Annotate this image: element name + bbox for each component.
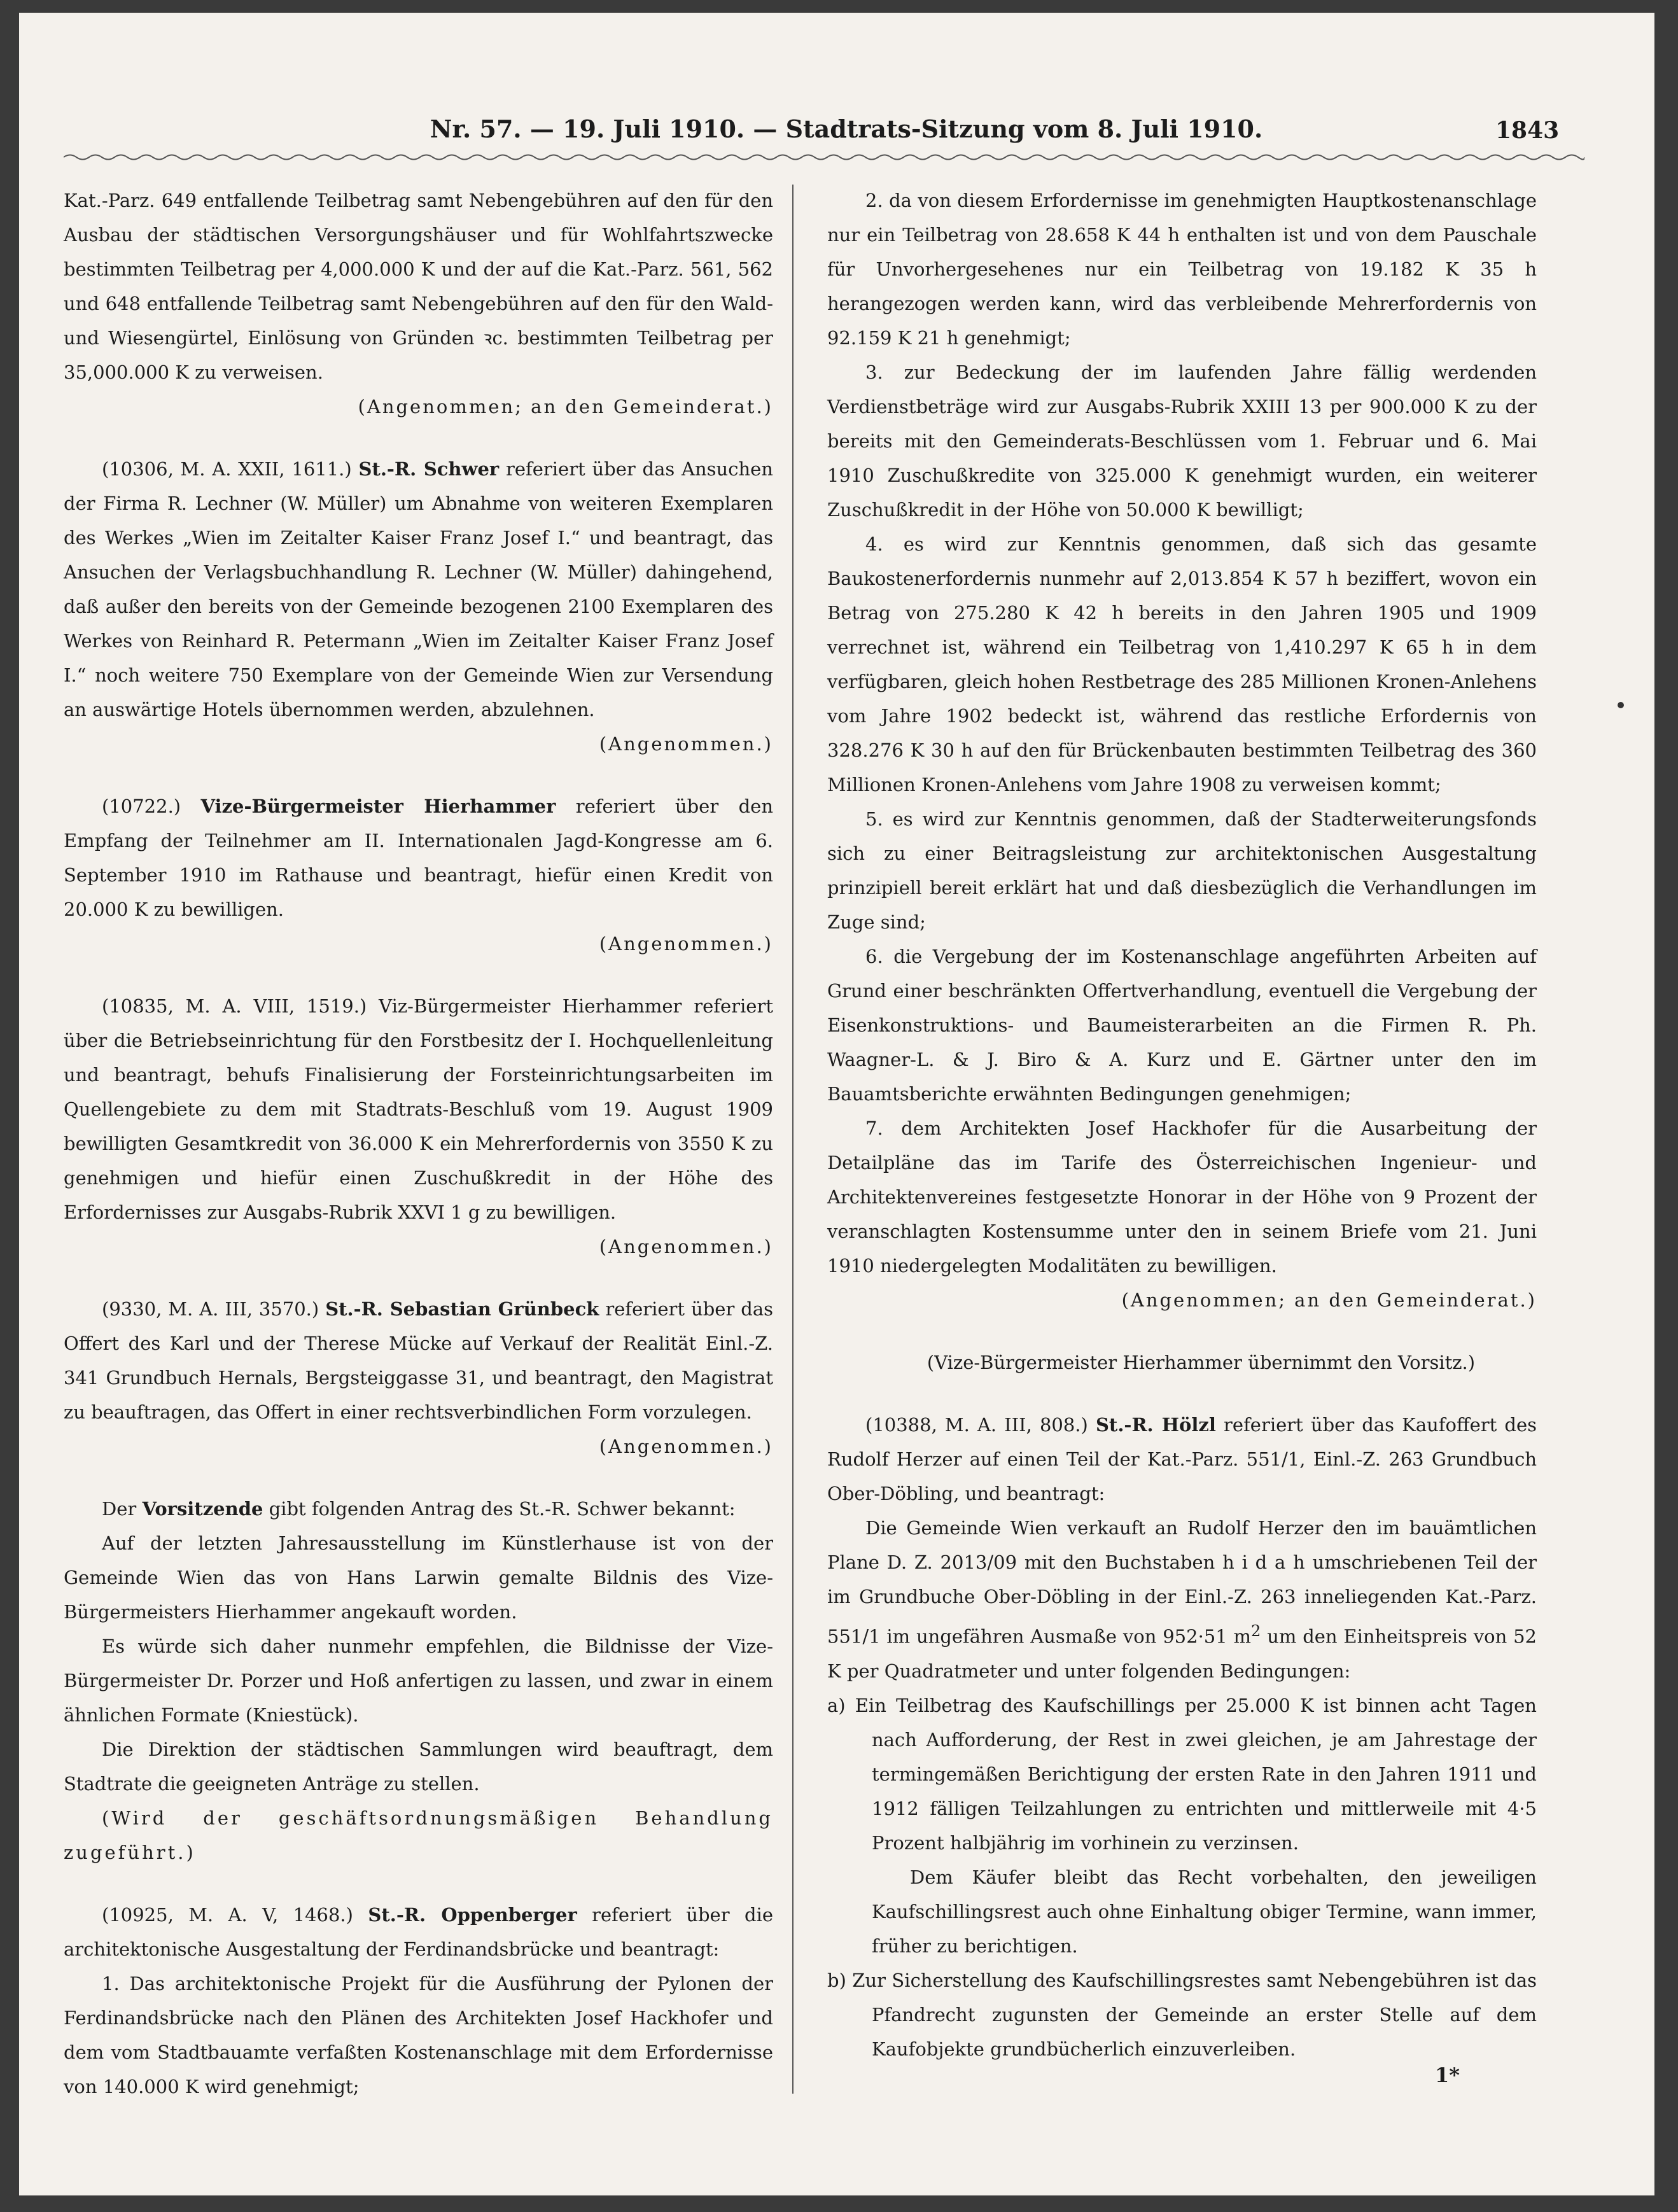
paragraph-text: referiert über den Empfang der Teilnehmer am II. Internationalen Jagd-Kongresse am 6. September 1910 im Rathause und beantragt, hiefür einen Kredit von 20.000 K zu bewilligen. — [64, 795, 773, 920]
paragraph-text: Die Gemeinde Wien verkauft an Rudolf Herzer den im bauämtlichen Plane D. Z. 2013/09 mit den Buchstaben h i d a h umschriebenen Teil der im Grundbuche Ober-Döbling in der Einl.-Z. 263 inneliegenden Kat.-Parz. 551/1 im ungefähren Ausmaße von 952·51 m — [827, 1517, 1537, 1648]
numbered-item: 2. da von diesem Erfordernisse im genehmigten Hauptkostenanschlage nur ein Teilbetrag von 28.658 K 44 h enthalten ist und von dem Pauschale für Unvorhergesehenes nur ein Teilbetrag von 19.182 K 35 h herangezogen werden kann, wird das verbleibende Mehrerfordernis von 92.159 K 21 h genehmigt; — [827, 190, 1537, 349]
sale-terms — [827, 1511, 1537, 1688]
file-reference: (10722.) — [102, 795, 181, 817]
agenda-item — [64, 1898, 773, 1966]
file-reference: (9330, M. A. III, 3570.) — [102, 1298, 319, 1320]
speaker-name: Vize-Bürgermeister Hierhammer — [200, 795, 556, 817]
file-reference: (10925, M. A. V, 1468.) — [102, 1904, 353, 1926]
column-divider — [792, 185, 794, 2094]
page-header — [19, 115, 1654, 153]
left-column — [64, 183, 773, 2104]
intro-text: Der — [102, 1498, 137, 1520]
resolution-stamp: (Angenommen; an den Gemeinderat.) — [358, 396, 773, 417]
paragraph-continuation — [64, 183, 773, 424]
paragraph-text: referiert über das Ansuchen der Firma R. Lechner (W. Müller) um Abnahme von weiteren Exemplaren des Werkes „Wien im Zeitalter Kaiser Franz Josef I.“ und beantragt, das Ansuchen der Verlagsbuchhandlung R. Lechner (W. Müller) dahingehend, daß außer den bereits von der Gemeinde bezogenen 2100 Exemplaren des Werkes von Reinhard R. Petermann „Wien im Zeitalter Kaiser Franz Josef I.“ noch weitere 750 Exemplare von der Gemeinde Wien zur Versendung an auswärtige Hotels übernommen werden, abzulehnen. — [64, 458, 773, 720]
intro-text: gibt folgenden Antrag des St.-R. Schwer bekannt: — [269, 1498, 736, 1520]
paragraph-text: referiert über das Offert des Karl und der Therese Mücke auf Verkauf der Realität Einl.-Z. 341 Grundbuch Hernals, Bergsteiggasse 31, und beantragt, den Magistrat zu beauftragen, das Offert in einer rechtsverbindlichen Form vorzulegen. — [64, 1298, 774, 1423]
header-rule — [64, 153, 1584, 162]
condition-a: a) Ein Teilbetrag des Kaufschillings per 25.000 K ist binnen acht Tagen nach Aufforderung, der Rest in zwei gleichen, je am Jahrestage der termingemäßen Berichtigung der ersten Rate in den Jahren 1911 und 1912 fälligen Teilzahlungen zu entrichten und mittlerweile mit 4·5 Prozent halbjährig im vorhinein zu verzinsen. — [827, 1694, 1537, 1854]
agenda-item — [64, 452, 773, 761]
document-page — [19, 13, 1654, 2195]
numbered-item: 7. dem Architekten Josef Hackhofer für die Ausarbeitung der Detailpläne das im Tarife des Österreichischen Ingenieur- und Architektenvereines festgesetzte Honorar in der Höhe von 9 Prozent der veranschlagten Kostensumme unter den in seinem Briefe vom 21. Juni 1910 niedergelegten Modalitäten zu bewilligen. — [827, 1117, 1537, 1277]
header-title: Nr. 57. — 19. Juli 1910. — Stadtrats-Sitzung vom 8. Juli 1910. — [430, 115, 1263, 143]
signature-mark: 1* — [1435, 2063, 1460, 2087]
agenda-item — [64, 789, 773, 961]
agenda-item — [64, 1292, 773, 1464]
paragraph-text: um den Einheitspreis von 52 K per Quadratmeter und unter folgenden Bedingungen: — [827, 1625, 1537, 1682]
speaker-name: St.-R. Hölzl — [1095, 1414, 1216, 1436]
superscript: 2 — [1251, 1622, 1261, 1640]
file-reference: (10388, M. A. III, 808.) — [865, 1414, 1088, 1436]
motion-sentence: Die Direktion der städtischen Sammlungen wird beauftragt, dem Stadtrate die geeigneten Anträge zu stellen. — [64, 1739, 773, 1795]
agenda-item — [64, 1492, 773, 1526]
resolution-stamp: (Wird der geschäftsordnungsmäßigen Behandlung zugeführt.) — [64, 1807, 773, 1863]
speaker-name: St.-R. Oppenberger — [368, 1904, 577, 1926]
motion-sentence: Auf der letzten Jahresausstellung im Künstlerhause ist von der Gemeinde Wien das von Hans Larwin gemalte Bildnis des Vize-Bürgermeisters Hierhammer angekauft worden. — [64, 1532, 773, 1623]
margin-dot — [1618, 702, 1624, 708]
chair-note: (Vize-Bürgermeister Hierhammer übernimmt den Vorsitz.) — [926, 1352, 1476, 1373]
speaker-name: Vorsitzende — [142, 1498, 263, 1520]
condition-b: b) Zur Sicherstellung des Kaufschillingsrestes samt Nebengebühren ist das Pfandrecht zugunsten der Gemeinde an erster Stelle auf dem Kaufobjekte grundbücherlich einzuverleiben. — [827, 1969, 1537, 2060]
resolution-stamp: (Angenommen.) — [599, 1236, 773, 1257]
paragraph-text: referiert über die Betriebseinrichtung für den Forstbesitz der I. Hochquellenleitung und beantragt, behufs Finalisierung der Forsteinrichtungsarbeiten im Quellengebiete zu dem mit Stadtrats-Beschluß vom 19. August 1909 bewilligten Gesamtkredit von 36.000 K ein Mehrerfordernis von 3550 K zu genehmigen und hiefür einen Zuschußkredit in der Höhe des Erfordernisses zur Ausgabs-Rubrik XXVI 1 g zu bewilligen. — [64, 995, 773, 1223]
condition-a-note: Dem Käufer bleibt das Recht vorbehalten, den jeweiligen Kaufschillingsrest auch ohne Einhaltung obiger Termine, wann immer, früher zu berichtigen. — [872, 1866, 1537, 1957]
resolution-stamp: (Angenommen.) — [599, 733, 773, 755]
resolution-stamp: (Angenommen.) — [599, 933, 773, 955]
motion-sentence: Es würde sich daher nunmehr empfehlen, die Bildnisse der Vize-Bürgermeister Dr. Porzer und Hoß anfertigen zu lassen, und zwar in einem ähnlichen Formate (Kniestück). — [64, 1635, 773, 1726]
page-number: 1843 — [1495, 117, 1560, 144]
resolution-stamp: (Angenommen.) — [599, 1436, 773, 1457]
right-column — [827, 183, 1537, 2066]
agenda-item — [64, 989, 773, 1264]
numbered-item: 6. die Vergebung der im Kostenanschlage angeführten Arbeiten auf Grund einer beschränkten Offertverhandlung, eventuell die Vergebung der Eisenkonstruktions- und Baumeisterarbeiten an die Firmen R. Ph. Waagner-L. & J. Biro & A. Kurz und E. Gärtner unter den im Bauamtsberichte erwähnten Bedingungen genehmigen; — [827, 946, 1537, 1105]
paragraph-text: referiert über das Kaufoffert des Rudolf Herzer auf einen Teil der Kat.-Parz. 551/1, Einl.-Z. 263 Grundbuch Ober-Döbling, und beantragt: — [827, 1414, 1537, 1504]
paragraph-text: Kat.-Parz. 649 entfallende Teilbetrag samt Nebengebühren auf den für den Ausbau der städtischen Versorgungshäuser und für Wohlfahrtszwecke bestimmten Teilbetrag per 4,000.000 K und der auf die Kat.-Parz. 561, 562 und 648 entfallende Teilbetrag samt Nebengebühren auf den für den Wald- und Wiesengürtel, Einlösung von Gründen ꝛc. bestimmten Teilbetrag per 35,000.000 K zu verweisen. — [64, 190, 773, 383]
numbered-item: 3. zur Bedeckung der im laufenden Jahre fällig werdenden Verdienstbeträge wird zur Ausgabs-Rubrik XXIII 13 per 900.000 K zu der bereits mit den Gemeinderats-Beschlüssen vom 1. Februar und 6. Mai 1910 Zuschußkredite von 325.000 K genehmigt wurden, ein weiterer Zuschußkredit in der Höhe von 50.000 K bewilligt; — [827, 361, 1537, 521]
speaker-name: St.-R. Sebastian Grünbeck — [325, 1298, 599, 1320]
speaker-name: St.-R. Schwer — [358, 458, 500, 480]
paragraph-text: referiert über die architektonische Ausgestaltung der Ferdinandsbrücke und beantragt: — [64, 1904, 773, 1960]
agenda-item — [827, 1408, 1537, 1511]
file-reference: (10306, M. A. XXII, 1611.) — [102, 458, 352, 480]
resolution-stamp: (Angenommen; an den Gemeinderat.) — [1121, 1289, 1537, 1311]
file-reference: (10835, M. A. VIII, 1519.) — [102, 995, 367, 1017]
speaker-name: Viz-Bürgermeister Hierhammer — [379, 995, 682, 1017]
numbered-item: 4. es wird zur Kenntnis genommen, daß sich das gesamte Baukostenerfordernis nunmehr auf 2,013.854 K 57 h beziffert, wovon ein Betrag von 275.280 K 42 h bereits in den Jahren 1905 und 1909 verrechnet ist, während ein Teilbetrag von 1,410.297 K 65 h in dem verfügbaren, gleich hohen Restbetrage des 285 Millionen Kronen-Anlehens vom Jahre 1902 bedeckt ist, während das restliche Erfordernis von 328.276 K 30 h auf den für Brückenbauten bestimmten Teilbetrag des 360 Millionen Kronen-Anlehens vom Jahre 1908 zu verweisen kommt; — [827, 533, 1537, 795]
numbered-item: 5. es wird zur Kenntnis genommen, daß der Stadterweiterungsfonds sich zu einer Beitragsleistung zur architektonischen Ausgestaltung prinzipiell bereit erklärt hat und daß diesbezüglich die Verhandlungen im Zuge sind; — [827, 808, 1537, 933]
numbered-item: 1. Das architektonische Projekt für die Ausführung der Pylonen der Ferdinandsbrücke nach den Plänen des Architekten Josef Hackhofer und dem vom Stadtbauamte verfaßten Kostenanschlage mit dem Erfordernisse von 140.000 K wird genehmigt; — [64, 1973, 773, 2097]
